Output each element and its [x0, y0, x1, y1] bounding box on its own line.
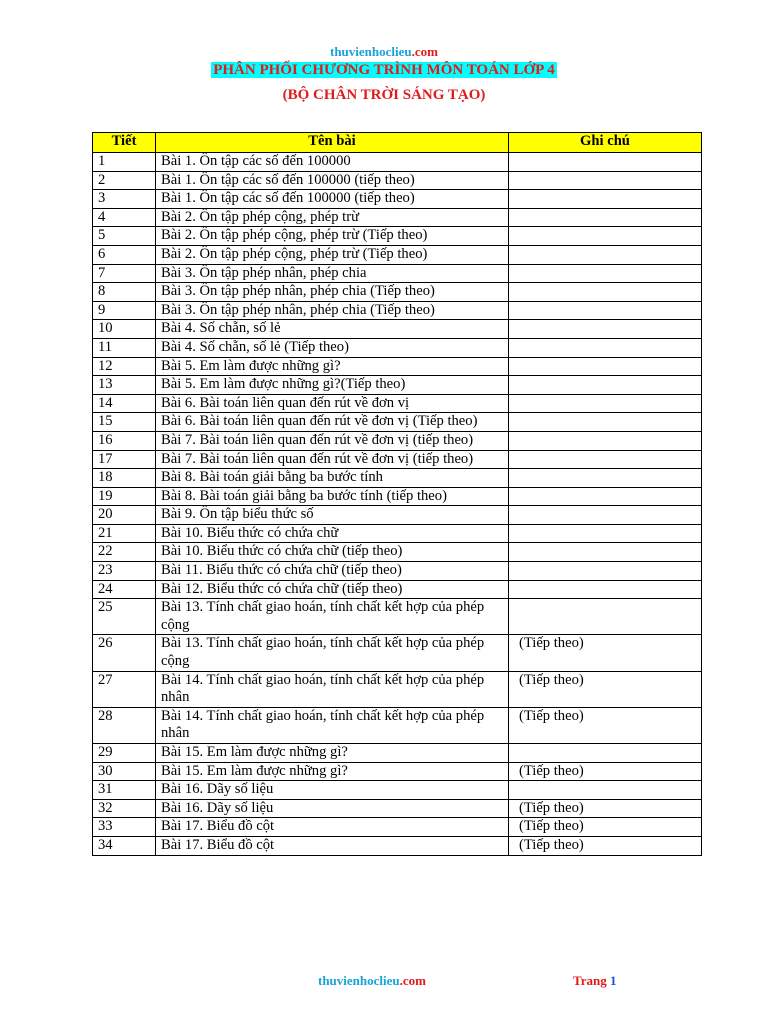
table-row — [93, 836, 702, 855]
ghi-chu-cell — [509, 469, 702, 488]
ten-bai-cell: Bài 16. Dãy số liệu — [156, 799, 509, 818]
table-row — [93, 487, 702, 506]
header-ghi-chu: Ghi chú — [509, 133, 702, 153]
ten-bai-cell: Bài 10. Biểu thức có chứa chữ — [156, 524, 509, 543]
site-domain: .com — [411, 44, 438, 59]
table-row — [93, 283, 702, 302]
tiet-cell: 12 — [93, 357, 156, 376]
ten-bai-cell: Bài 2. Ôn tập phép cộng, phép trừ (Tiếp theo) — [156, 245, 509, 264]
ghi-chu-cell — [509, 338, 702, 357]
tiet-cell: 7 — [93, 264, 156, 283]
ten-bai-cell: Bài 17. Biểu đồ cột — [156, 836, 509, 855]
ten-bai-cell: Bài 4. Số chẵn, số lẻ — [156, 320, 509, 339]
ten-bai-cell: Bài 10. Biểu thức có chứa chữ (tiếp theo) — [156, 543, 509, 562]
tiet-cell: 4 — [93, 208, 156, 227]
ten-bai-cell: Bài 1. Ôn tập các số đến 100000 (tiếp theo) — [156, 190, 509, 209]
table-row — [93, 762, 702, 781]
ghi-chu-cell — [509, 376, 702, 395]
ten-bai-cell: Bài 1. Ôn tập các số đến 100000 (tiếp theo) — [156, 171, 509, 190]
ten-bai-cell: Bài 5. Em làm được những gì? — [156, 357, 509, 376]
ghi-chu-cell — [509, 431, 702, 450]
ten-bai-cell: Bài 6. Bài toán liên quan đến rút về đơn vị — [156, 394, 509, 413]
table-row — [93, 671, 702, 707]
tiet-cell: 19 — [93, 487, 156, 506]
tiet-cell: 16 — [93, 431, 156, 450]
tiet-cell: 25 — [93, 599, 156, 635]
ghi-chu-cell — [509, 599, 702, 635]
ghi-chu-cell — [509, 524, 702, 543]
tiet-cell: 27 — [93, 671, 156, 707]
table-row — [93, 450, 702, 469]
tiet-cell: 8 — [93, 283, 156, 302]
tiet-cell: 6 — [93, 245, 156, 264]
tiet-cell: 3 — [93, 190, 156, 209]
ghi-chu-cell: (Tiếp theo) — [509, 818, 702, 837]
ghi-chu-cell — [509, 208, 702, 227]
ghi-chu-cell — [509, 245, 702, 264]
ten-bai-cell: Bài 1. Ôn tập các số đến 100000 — [156, 153, 509, 172]
ghi-chu-cell — [509, 301, 702, 320]
ten-bai-cell: Bài 11. Biểu thức có chứa chữ (tiếp theo) — [156, 562, 509, 581]
ten-bai-cell: Bài 2. Ôn tập phép cộng, phép trừ — [156, 208, 509, 227]
tiet-cell: 18 — [93, 469, 156, 488]
table-row — [93, 818, 702, 837]
ghi-chu-cell — [509, 562, 702, 581]
ghi-chu-cell: (Tiếp theo) — [509, 762, 702, 781]
ten-bai-cell: Bài 12. Biểu thức có chứa chữ (tiếp theo) — [156, 580, 509, 599]
ten-bai-cell: Bài 15. Em làm được những gì? — [156, 744, 509, 763]
table-row — [93, 245, 702, 264]
ten-bai-cell: Bài 13. Tính chất giao hoán, tính chất kết hợp của phép cộng — [156, 599, 509, 635]
ten-bai-cell: Bài 6. Bài toán liên quan đến rút về đơn vị (Tiếp theo) — [156, 413, 509, 432]
document-title — [0, 61, 768, 80]
table-row — [93, 431, 702, 450]
page-indicator — [573, 972, 616, 989]
ten-bai-cell: Bài 13. Tính chất giao hoán, tính chất kết hợp của phép cộng — [156, 635, 509, 671]
ghi-chu-cell — [509, 264, 702, 283]
ghi-chu-cell — [509, 506, 702, 525]
table-row — [93, 301, 702, 320]
tiet-cell: 26 — [93, 635, 156, 671]
table-row — [93, 469, 702, 488]
table-row — [93, 376, 702, 395]
tiet-cell: 5 — [93, 227, 156, 246]
page-number: 1 — [609, 973, 617, 988]
tiet-cell: 10 — [93, 320, 156, 339]
ten-bai-cell: Bài 16. Dãy số liệu — [156, 781, 509, 800]
table-row — [93, 394, 702, 413]
footer-site — [318, 972, 426, 989]
table-row — [93, 707, 702, 743]
tiet-cell: 20 — [93, 506, 156, 525]
table-header-row — [93, 133, 702, 153]
ghi-chu-cell — [509, 171, 702, 190]
ghi-chu-cell — [509, 543, 702, 562]
ghi-chu-cell — [509, 487, 702, 506]
footer-site-domain: .com — [399, 973, 426, 988]
tiet-cell: 17 — [93, 450, 156, 469]
table-row — [93, 320, 702, 339]
ten-bai-cell: Bài 3. Ôn tập phép nhân, phép chia (Tiếp theo) — [156, 283, 509, 302]
ten-bai-cell: Bài 3. Ôn tập phép nhân, phép chia — [156, 264, 509, 283]
table-row — [93, 208, 702, 227]
ghi-chu-cell: (Tiếp theo) — [509, 707, 702, 743]
footer-site-name: thuvienhoclieu — [318, 973, 400, 988]
ghi-chu-cell — [509, 227, 702, 246]
table-row — [93, 338, 702, 357]
ghi-chu-cell — [509, 450, 702, 469]
ghi-chu-cell: (Tiếp theo) — [509, 635, 702, 671]
ghi-chu-cell — [509, 190, 702, 209]
site-watermark-top — [0, 44, 768, 60]
table-row — [93, 357, 702, 376]
table-row — [93, 580, 702, 599]
tiet-cell: 28 — [93, 707, 156, 743]
tiet-cell: 34 — [93, 836, 156, 855]
ghi-chu-cell — [509, 320, 702, 339]
table-row — [93, 413, 702, 432]
tiet-cell: 9 — [93, 301, 156, 320]
tiet-cell: 29 — [93, 744, 156, 763]
ten-bai-cell: Bài 15. Em làm được những gì? — [156, 762, 509, 781]
ghi-chu-cell — [509, 153, 702, 172]
ghi-chu-cell — [509, 781, 702, 800]
ten-bai-cell: Bài 2. Ôn tập phép cộng, phép trừ (Tiếp theo) — [156, 227, 509, 246]
ten-bai-cell: Bài 9. Ôn tập biểu thức số — [156, 506, 509, 525]
tiet-cell: 23 — [93, 562, 156, 581]
tiet-cell: 30 — [93, 762, 156, 781]
table-row — [93, 190, 702, 209]
ghi-chu-cell: (Tiếp theo) — [509, 671, 702, 707]
ten-bai-cell: Bài 5. Em làm được những gì?(Tiếp theo) — [156, 376, 509, 395]
table-row — [93, 171, 702, 190]
table-row — [93, 543, 702, 562]
tiet-cell: 13 — [93, 376, 156, 395]
document-title-text: PHÂN PHỐI CHƯƠNG TRÌNH MÔN TOÁN LỚP 4 — [213, 62, 555, 78]
table-row — [93, 744, 702, 763]
ghi-chu-cell — [509, 357, 702, 376]
table-row — [93, 562, 702, 581]
table-row — [93, 524, 702, 543]
tiet-cell: 21 — [93, 524, 156, 543]
ten-bai-cell: Bài 7. Bài toán liên quan đến rút về đơn vị (tiếp theo) — [156, 431, 509, 450]
table-body — [93, 153, 702, 856]
header-tiet: Tiết — [93, 133, 156, 153]
ten-bai-cell: Bài 14. Tính chất giao hoán, tính chất kết hợp của phép nhân — [156, 707, 509, 743]
ghi-chu-cell: (Tiếp theo) — [509, 836, 702, 855]
tiet-cell: 32 — [93, 799, 156, 818]
ten-bai-cell: Bài 3. Ôn tập phép nhân, phép chia (Tiếp theo) — [156, 301, 509, 320]
tiet-cell: 11 — [93, 338, 156, 357]
ghi-chu-cell — [509, 744, 702, 763]
table-row — [93, 799, 702, 818]
ten-bai-cell: Bài 7. Bài toán liên quan đến rút về đơn vị (tiếp theo) — [156, 450, 509, 469]
table-row — [93, 264, 702, 283]
site-name: thuvienhoclieu — [330, 44, 412, 59]
tiet-cell: 31 — [93, 781, 156, 800]
curriculum-table — [92, 132, 702, 856]
table-row — [93, 227, 702, 246]
tiet-cell: 22 — [93, 543, 156, 562]
document-subtitle: (BỘ CHÂN TRỜI SÁNG TẠO) — [282, 87, 486, 103]
ten-bai-cell: Bài 4. Số chẵn, số lẻ (Tiếp theo) — [156, 338, 509, 357]
ghi-chu-cell — [509, 394, 702, 413]
ghi-chu-cell: (Tiếp theo) — [509, 799, 702, 818]
tiet-cell: 2 — [93, 171, 156, 190]
ten-bai-cell: Bài 14. Tính chất giao hoán, tính chất kết hợp của phép nhân — [156, 671, 509, 707]
ghi-chu-cell — [509, 580, 702, 599]
table-row — [93, 506, 702, 525]
tiet-cell: 14 — [93, 394, 156, 413]
ten-bai-cell: Bài 17. Biểu đồ cột — [156, 818, 509, 837]
page-label: Trang — [573, 973, 607, 988]
table-row — [93, 599, 702, 635]
table-row — [93, 153, 702, 172]
header-ten-bai: Tên bài — [156, 133, 509, 153]
tiet-cell: 15 — [93, 413, 156, 432]
tiet-cell: 24 — [93, 580, 156, 599]
tiet-cell: 1 — [93, 153, 156, 172]
table-row — [93, 635, 702, 671]
ten-bai-cell: Bài 8. Bài toán giải bằng ba bước tính (tiếp theo) — [156, 487, 509, 506]
ghi-chu-cell — [509, 283, 702, 302]
ten-bai-cell: Bài 8. Bài toán giải bằng ba bước tính — [156, 469, 509, 488]
ghi-chu-cell — [509, 413, 702, 432]
table-row — [93, 781, 702, 800]
tiet-cell: 33 — [93, 818, 156, 837]
